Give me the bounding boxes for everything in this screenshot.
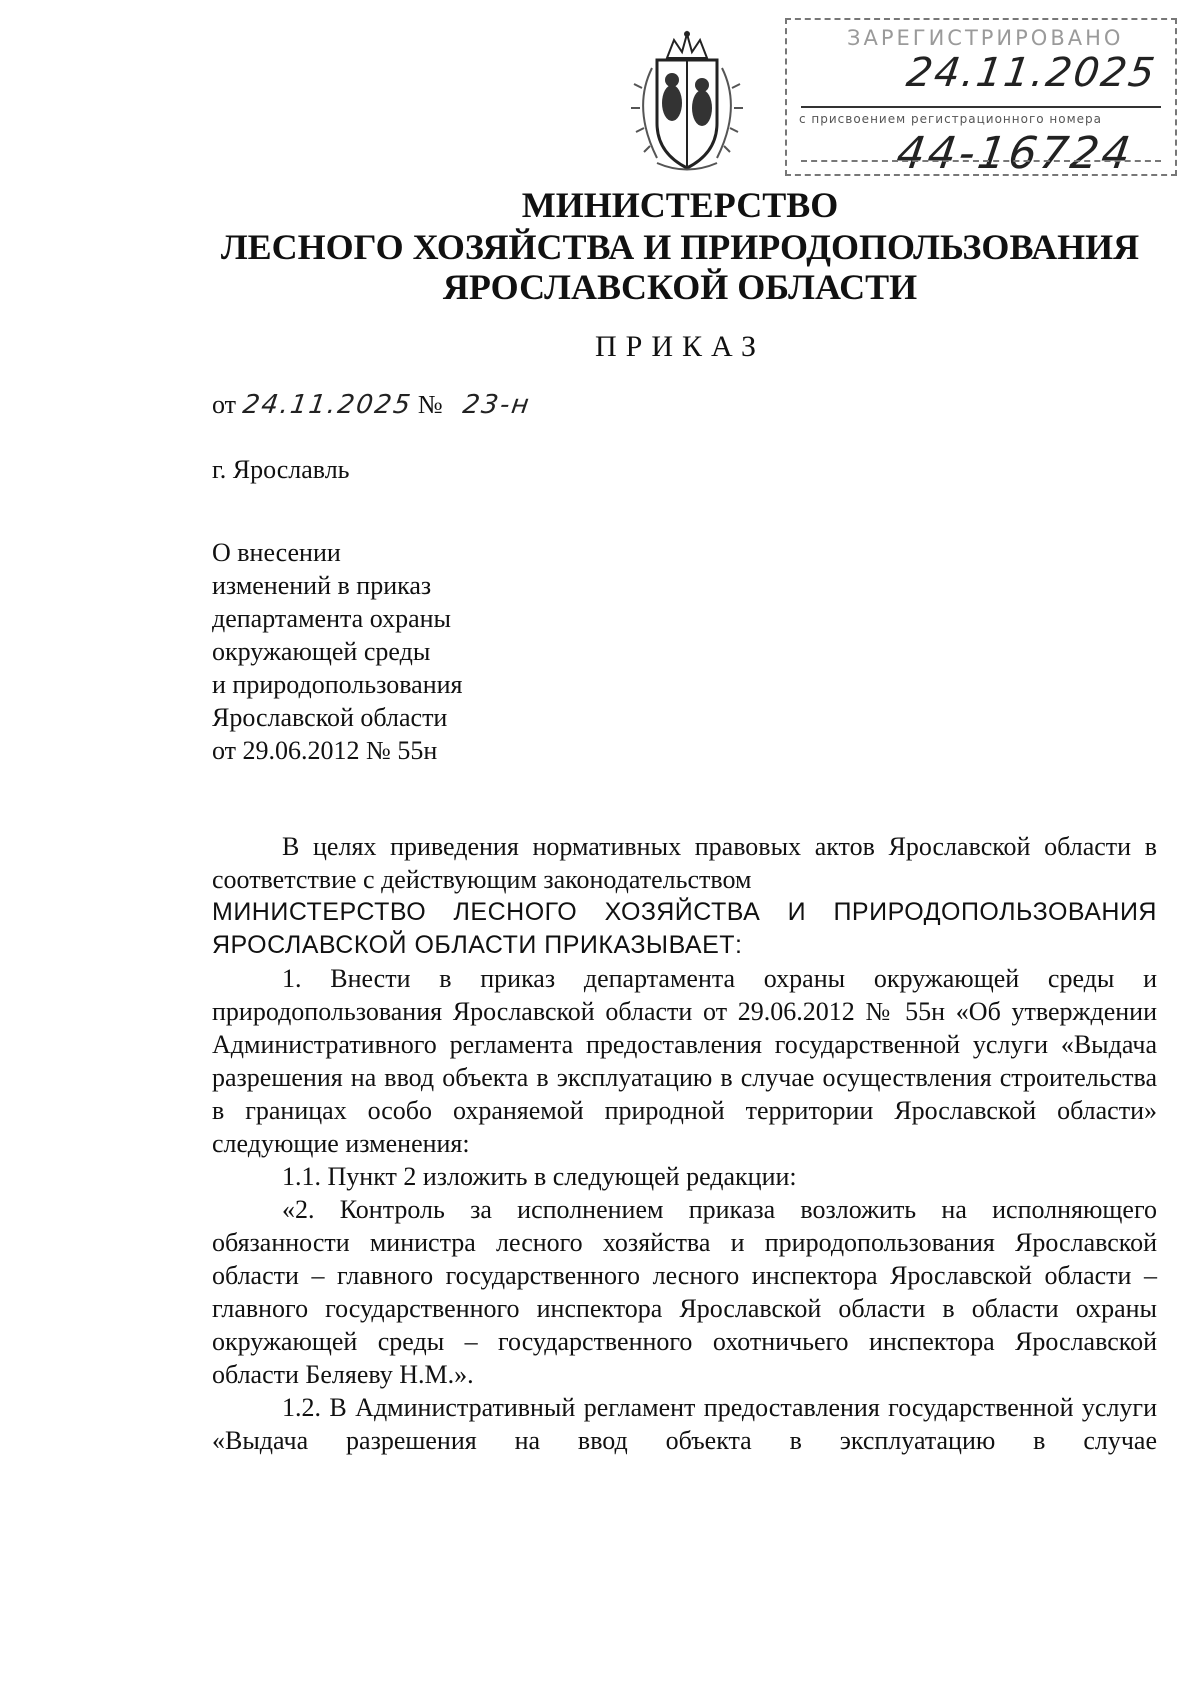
item-1-2: 1.2. В Административный регламент предоставления государственной услуги «Выдача разрешения на ввод объекта в эксплуатацию в случае xyxy=(212,1393,1157,1455)
city: г. Ярославль xyxy=(212,455,350,484)
stamp-caption: с присвоением регистрационного номера xyxy=(799,112,1103,126)
document-type: ПРИКАЗ xyxy=(595,330,765,363)
org-name-line-3: ЯРОСЛАВСКОЙ ОБЛАСТИ xyxy=(442,267,918,307)
subject-line: окружающей среды xyxy=(212,637,431,666)
order-date-line xyxy=(212,390,531,420)
number-sign: № xyxy=(417,390,443,419)
order-number: 23-н xyxy=(461,390,533,420)
order-date: 24.11.2025 xyxy=(240,390,414,420)
decree-paragraph: МИНИСТЕРСТВО ЛЕСНОГО ХОЗЯЙСТВА И ПРИРОДОПОЛЬЗОВАНИЯ ЯРОСЛАВСКОЙ ОБЛАСТИ ПРИКАЗЫВАЕТ: xyxy=(212,898,1157,959)
subject-line: департамента охраны xyxy=(212,604,452,633)
item-1-1: 1.1. Пункт 2 изложить в следующей редакции: xyxy=(282,1162,797,1191)
stamp-header: ЗАРЕГИСТРИРОВАНО xyxy=(847,26,1124,50)
org-name-line-2: ЛЕСНОГО ХОЗЯЙСТВА И ПРИРОДОПОЛЬЗОВАНИЯ xyxy=(220,227,1140,267)
subject-line: изменений в приказ xyxy=(212,571,432,600)
stamp-registration-number: 44-16724 xyxy=(893,128,1137,179)
item-1-1-text: «2. Контроль за исполнением приказа возложить на исполняющего обязанности министра лесного хозяйства и природопользования Ярославской области – главного государственного лесного инспектора Ярославской области – главного государственного инспектора Ярославской области в области охраны окружающей среды – государственного охотничьего инспектора Ярославской области Беляеву Н.М.». xyxy=(212,1195,1157,1389)
subject-line: О внесении xyxy=(212,538,341,567)
org-name-line-1: МИНИСТЕРСТВО xyxy=(521,185,839,225)
item-1: 1. Внести в приказ департамента охраны окружающей среды и природопользования Ярославской области от 29.06.2012 № 55н «Об утверждении Административного регламента предоставления государственной услуги «Выдача разрешения на ввод объекта в эксплуатацию в случае осуществления строительства в границах особо охраняемой природной территории Ярославской области» следующие изменения: xyxy=(212,964,1157,1158)
coat-of-arms-icon xyxy=(612,28,762,178)
order-body xyxy=(212,830,1157,1457)
order-subject xyxy=(212,536,463,767)
intro-paragraph: В целях приведения нормативных правовых актов Ярославской области в соответствие с действующим законодательством xyxy=(212,832,1157,894)
subject-line: и природопользования xyxy=(212,670,463,699)
registration-stamp xyxy=(785,18,1177,179)
stamp-date: 24.11.2025 xyxy=(903,50,1160,96)
subject-line: Ярославской области xyxy=(212,703,448,732)
stamp-divider xyxy=(801,106,1161,108)
stamp-bottom-border xyxy=(801,160,1161,162)
date-prefix: от xyxy=(212,390,237,419)
subject-line: от 29.06.2012 № 55н xyxy=(212,736,438,765)
